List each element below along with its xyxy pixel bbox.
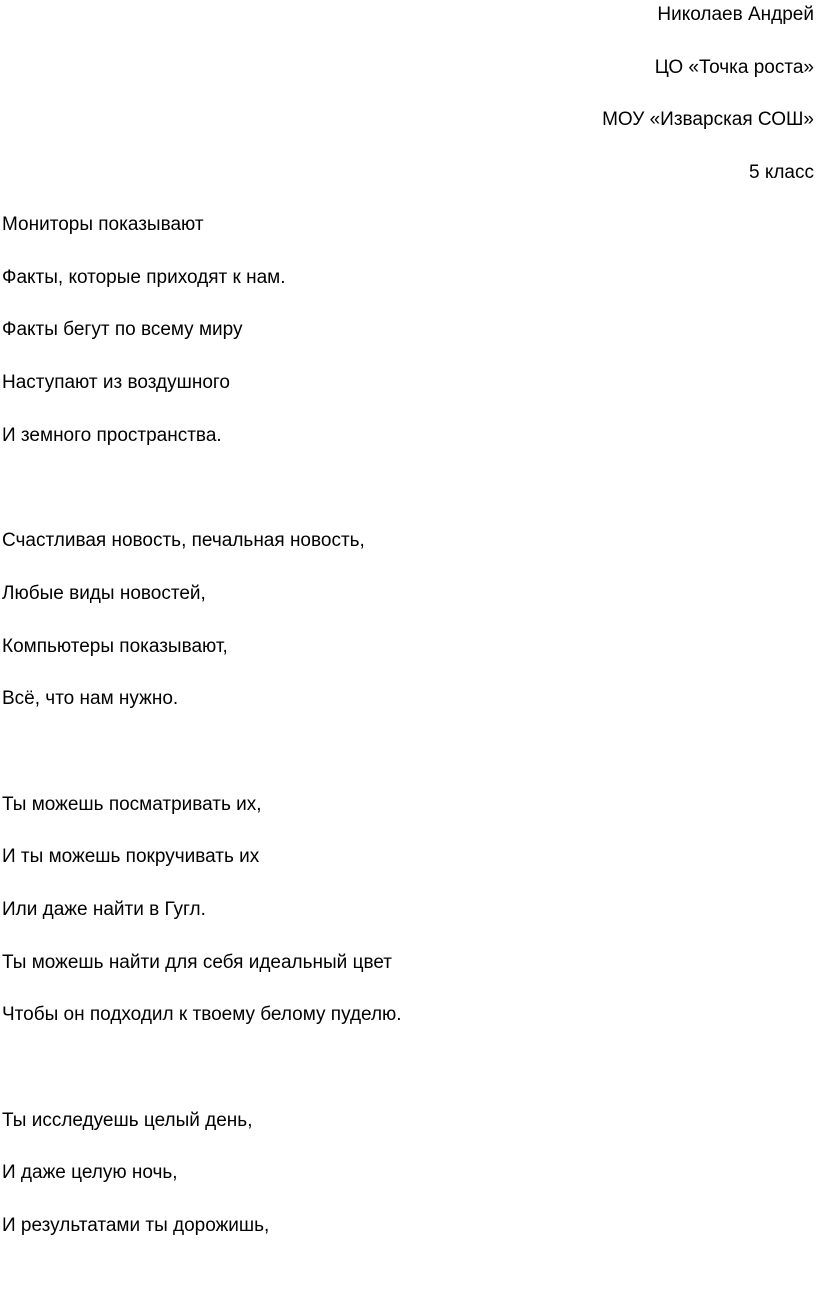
poem-line: Факты бегут по всему миру bbox=[2, 319, 243, 341]
poem-line: Чтобы он подходил к твоему белому пуделю. bbox=[2, 1004, 402, 1026]
poem-line: Счастливая новость, печальная новость, bbox=[2, 530, 365, 552]
stanza-1 bbox=[2, 210, 402, 473]
poem-line: Или даже найти в Гугл. bbox=[2, 898, 206, 920]
organization-center: ЦО «Точка роста» bbox=[654, 56, 814, 78]
poem-line: Ты исследуешь целый день, bbox=[2, 1109, 253, 1131]
poem-line: Любые виды новостей, bbox=[2, 582, 206, 604]
poem-line: Ты можешь найти для себя идеальный цвет bbox=[2, 951, 392, 973]
author-header bbox=[602, 0, 814, 211]
poem-line: Наступают из воздушного bbox=[2, 372, 230, 394]
poem-line: Факты, которые приходят к нам. bbox=[2, 266, 286, 288]
poem-line: И ты можешь покручивать их bbox=[2, 846, 260, 868]
poem-line: Всё, что нам нужно. bbox=[2, 688, 179, 710]
stanza-4 bbox=[2, 1106, 402, 1264]
author-name: Николаев Андрей bbox=[657, 4, 814, 25]
poem-line: Компьютеры показывают, bbox=[2, 635, 228, 657]
school-name: МОУ «Изварская СОШ» bbox=[602, 109, 814, 131]
grade-label: 5 класс bbox=[748, 162, 814, 184]
poem-line: И земного пространства. bbox=[2, 424, 222, 446]
poem-body bbox=[2, 210, 402, 1316]
stanza-2 bbox=[2, 526, 402, 737]
stanza-3 bbox=[2, 790, 402, 1053]
poem-line: И результатами ты дорожишь, bbox=[2, 1215, 270, 1237]
poem-line: Ты можешь посматривать их, bbox=[2, 793, 262, 815]
poem-line: И даже целую ночь, bbox=[2, 1162, 178, 1184]
poem-line: Мониторы показывают bbox=[2, 214, 204, 235]
